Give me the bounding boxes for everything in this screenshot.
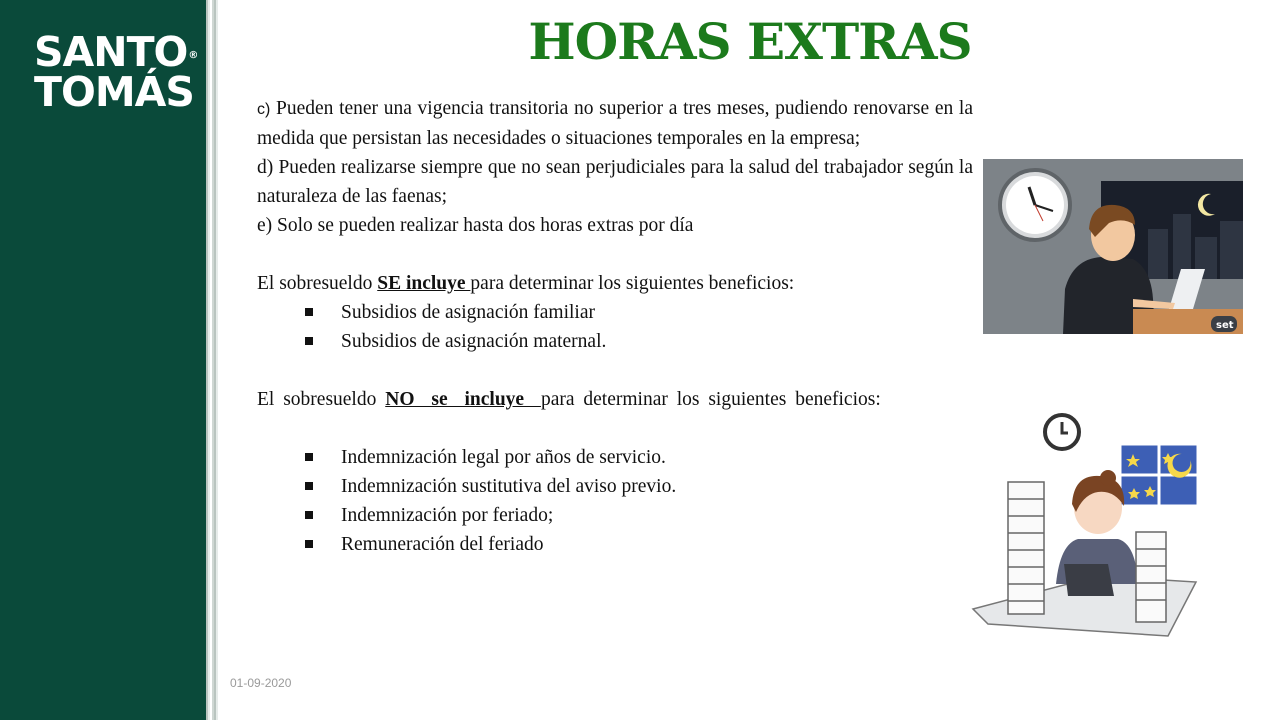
item-d: d) Pueden realizarse siempre que no sean perjudiciales para la salud del trabajador según la naturaleza de las faenas; [257, 157, 973, 207]
slide-title: HORAS EXTRAS [528, 12, 972, 71]
santo-tomas-logo [34, 28, 198, 116]
included-emphasis: SE incluye [377, 273, 471, 294]
man-working-late-illustration [983, 159, 1243, 334]
excluded-intro: El sobresueldo NO se incluye para determinar los siguientes beneficios: [257, 389, 881, 410]
paper-stack-right [1136, 532, 1166, 622]
list-item: Indemnización sustitutiva del aviso previo. [305, 472, 973, 501]
slide-body [257, 94, 973, 559]
item-e: e) Solo se pueden realizar hasta dos horas extras por día [257, 215, 694, 236]
paper-stack-left [1008, 482, 1044, 614]
bullet-square-icon [305, 308, 313, 316]
list-item: Indemnización por feriado; [305, 501, 973, 530]
bullet-square-icon [305, 511, 313, 519]
included-intro: El sobresueldo SE incluye para determinar los siguientes beneficios: [257, 273, 795, 294]
registered-mark: ® [188, 50, 198, 61]
list-item: Indemnización legal por años de servicio. [305, 443, 973, 472]
item-c-marker: c) [257, 101, 271, 118]
bullet-square-icon [305, 482, 313, 490]
list-item: Remuneración del feriado [305, 530, 973, 559]
set-watermark: set [1216, 320, 1234, 331]
item-c-text: Pueden tener una vigencia transitoria no superior a tres meses, pudiendo renovarse en la medida que persistan las necesidades o situaciones temporales en la empresa; [257, 98, 973, 149]
sidebar [0, 0, 206, 720]
slide-date: 01-09-2020 [230, 676, 292, 690]
excluded-list [257, 443, 973, 559]
list-item: Subsidios de asignación familiar [305, 298, 973, 327]
bullet-square-icon [305, 540, 313, 548]
bullet-square-icon [305, 337, 313, 345]
logo-line-2: TOMÁS [34, 68, 194, 116]
item-c [257, 94, 973, 153]
sidebar-stripe [206, 0, 219, 720]
tired-woman-illustration [968, 404, 1208, 640]
bullet-square-icon [305, 453, 313, 461]
laptop-icon [1064, 564, 1114, 596]
excluded-emphasis: NO se incluye [385, 389, 541, 410]
included-list [257, 298, 973, 356]
logo-line-1: SANTO® [34, 28, 198, 76]
list-item: Subsidios de asignación maternal. [305, 327, 973, 356]
